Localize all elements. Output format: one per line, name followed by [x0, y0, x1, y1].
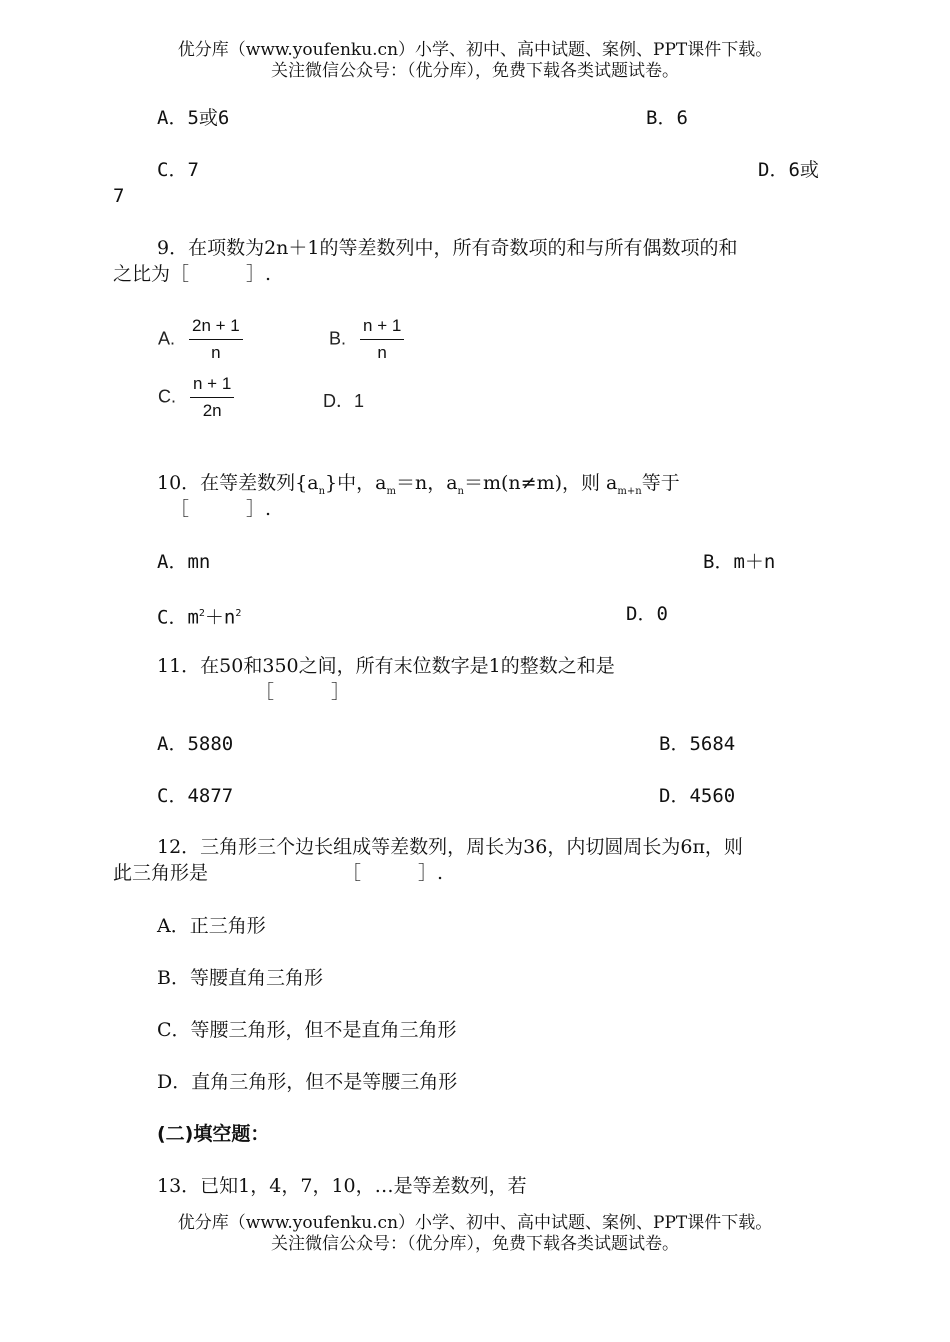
q10-text-4: ＝m(n≠m)，则 a	[463, 472, 618, 494]
q11-answer-bracket: ［ ］	[255, 681, 351, 703]
footer-line-1: 优分库（www.youfenku.cn）小学、初中、高中试题、案例、PPT课件下载。	[177, 1213, 773, 1233]
q9-option-b	[329, 316, 404, 363]
q8-option-b: B．6	[646, 107, 688, 129]
q12-option-b: B．等腰直角三角形	[157, 967, 323, 989]
q8-option-c: C．7	[157, 159, 199, 181]
q9-option-b-denominator: n	[377, 343, 387, 362]
q10-text-1: 10．在等差数列{a	[157, 472, 319, 494]
header-line-2: 关注微信公众号：（优分库），免费下载各类试题试卷。	[271, 61, 679, 81]
q10-text-2: }中，a	[325, 472, 387, 494]
q10-option-a: A．mn	[157, 551, 211, 573]
q9-option-a-label: A.	[158, 328, 176, 349]
q11-option-d: D．4560	[659, 785, 736, 807]
q10-sub-n2: n	[457, 485, 464, 497]
q9-option-c	[158, 374, 234, 421]
q11-option-c: C．4877	[157, 785, 234, 807]
q12-option-c: C．等腰三角形，但不是直角三角形	[157, 1019, 457, 1041]
q11-question: 11．在50和350之间，所有末位数字是1的整数之和是	[157, 655, 615, 677]
q10-sub-n: n	[318, 485, 326, 497]
q12-option-d: D．直角三角形，但不是等腰三角形	[157, 1071, 458, 1093]
q12-option-a: A．正三角形	[157, 915, 266, 937]
q9-option-d: D．1	[323, 391, 365, 411]
q9-option-c-numerator: n + 1	[190, 374, 234, 398]
q10-option-d: D．0	[626, 603, 668, 625]
section-title: (二)填空题：	[157, 1123, 270, 1145]
q8-option-d-wrap: 7	[113, 185, 125, 207]
q9-option-c-denominator: 2n	[202, 401, 222, 420]
q10-option-c-text-2: ＋n	[204, 606, 236, 629]
q9-option-a	[158, 316, 243, 363]
q10-answer-bracket: ［ ］.	[170, 498, 272, 520]
q10-option-c-sup-2: 2	[235, 608, 242, 619]
q10-text-5: 等于	[641, 472, 680, 494]
header-line-1: 优分库（www.youfenku.cn）小学、初中、高中试题、案例、PPT课件下载。	[177, 40, 773, 60]
q9-option-c-fraction	[190, 374, 234, 421]
q10-option-c-text: C．m	[157, 606, 199, 629]
q13-question: 13．已知1，4，7，10，…是等差数列，若	[157, 1175, 527, 1197]
footer-line-2: 关注微信公众号：（优分库），免费下载各类试题试卷。	[271, 1234, 679, 1254]
q12-question: 12．三角形三个边长组成等差数列，周长为36，内切圆周长为6π，则	[157, 836, 743, 858]
q9-option-a-numerator: 2n + 1	[189, 316, 243, 340]
q11-option-a: A．5880	[157, 733, 234, 755]
q9-option-b-label: B.	[329, 328, 347, 349]
q10-option-c	[157, 601, 241, 630]
q9-option-a-denominator: n	[211, 343, 221, 362]
q9-question-cont: 之比为［ ］.	[113, 263, 272, 285]
q12-question-cont: 此三角形是	[113, 862, 209, 884]
q8-option-a: A．5或6	[157, 107, 230, 129]
q9-question: 9．在项数为2n＋1的等差数列中，所有奇数项的和与所有偶数项的和	[157, 237, 738, 259]
q10-option-b: B．m＋n	[703, 551, 776, 573]
q9-option-a-fraction	[189, 316, 243, 363]
q9-option-b-numerator: n + 1	[360, 316, 404, 340]
q10-text-3: ＝n，a	[395, 472, 458, 494]
q9-option-c-label: C.	[158, 386, 176, 407]
q12-answer-bracket: ［ ］.	[342, 862, 444, 884]
q10-sub-mn: m+n	[617, 485, 642, 497]
q8-option-d: D．6或	[758, 159, 819, 181]
q9-option-b-fraction	[360, 316, 404, 363]
q10-sub-m: m	[386, 485, 396, 497]
q11-option-b: B．5684	[659, 733, 736, 755]
q10-option-c-sup-1: 2	[198, 608, 205, 619]
